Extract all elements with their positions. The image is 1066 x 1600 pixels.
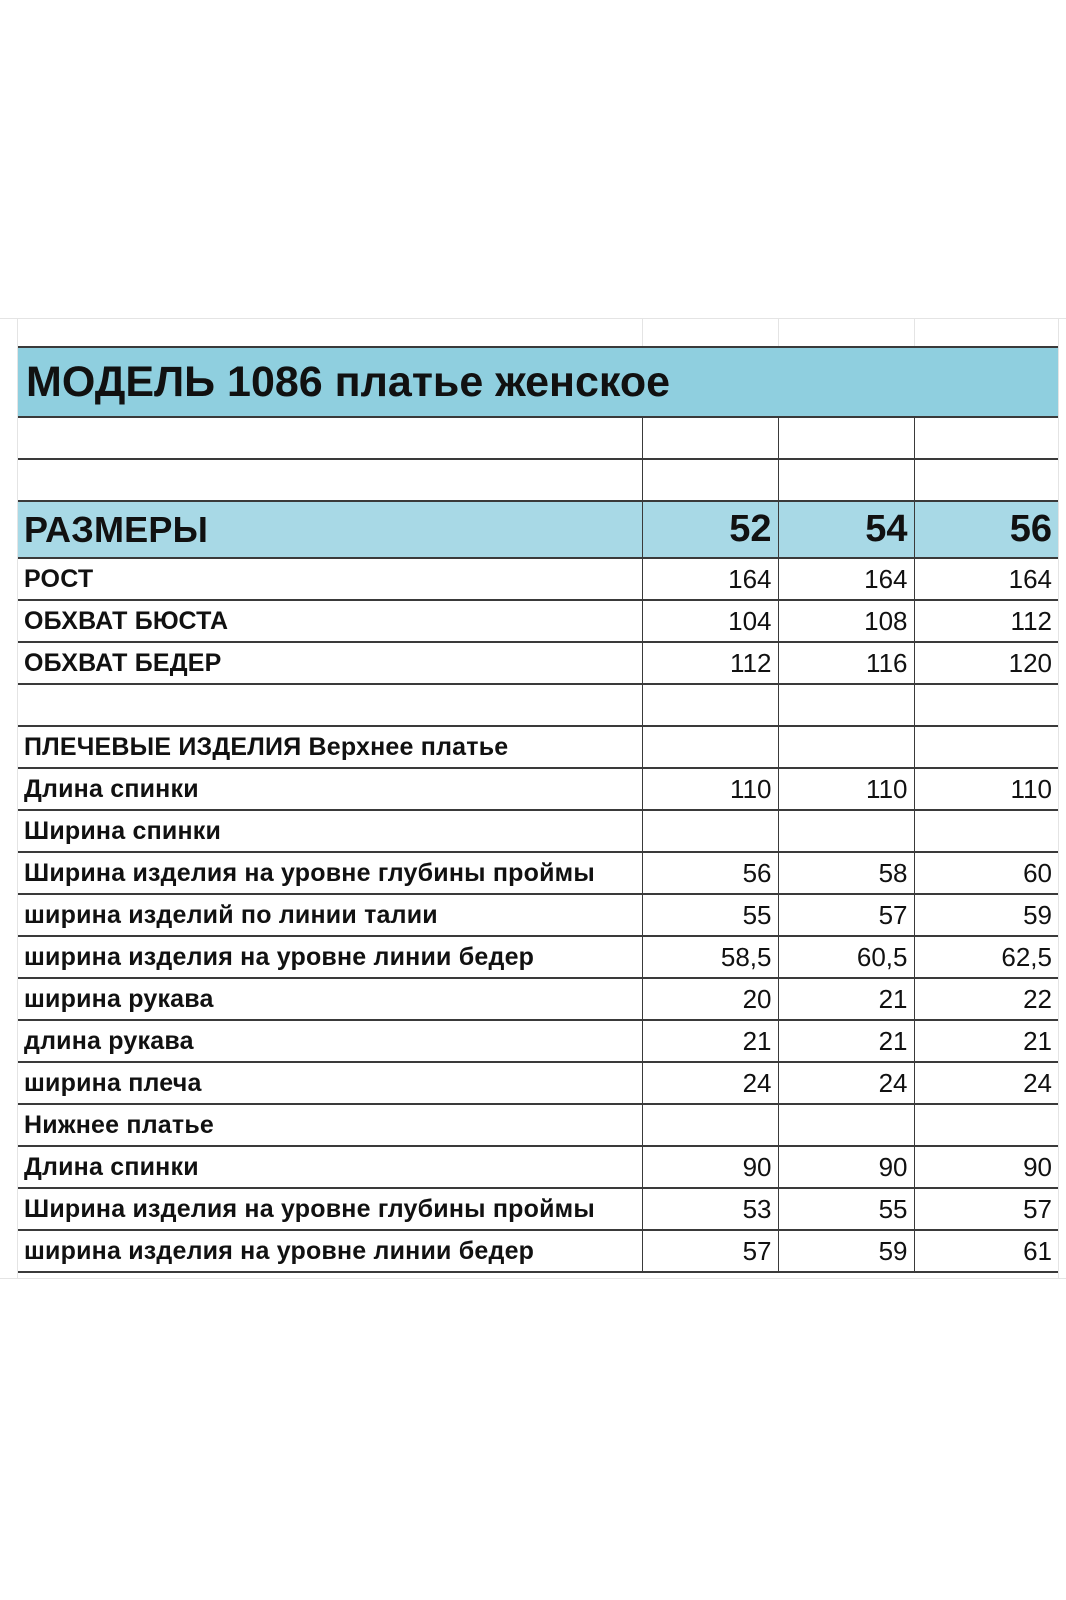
- measurement-value-size-52: 53: [642, 1188, 778, 1230]
- measurement-value-size-54: [778, 1104, 914, 1146]
- measurement-label: Нижнее платье: [18, 1104, 642, 1146]
- measurement-value-size-54: [778, 417, 914, 459]
- measurement-value-size-54: 164: [778, 558, 914, 600]
- measurement-label: Длина спинки: [18, 768, 642, 810]
- measurement-label: [18, 417, 642, 459]
- measurement-value-size-56: 57: [914, 1188, 1058, 1230]
- measurement-value-size-54: 55: [778, 1188, 914, 1230]
- measurement-row: [18, 1188, 1058, 1230]
- measurement-value-size-54: [778, 459, 914, 501]
- measurement-value-size-54: [778, 684, 914, 726]
- measurement-row: [18, 810, 1058, 852]
- measurement-label: ширина плеча: [18, 1062, 642, 1104]
- sizes-header-row: [18, 501, 1058, 558]
- measurement-label: ширина изделия на уровне линии бедер: [18, 936, 642, 978]
- measurement-label: длина рукава: [18, 1020, 642, 1062]
- measurement-value-size-54: 21: [778, 978, 914, 1020]
- measurement-label: Длина спинки: [18, 1146, 642, 1188]
- measurement-value-size-52: 20: [642, 978, 778, 1020]
- empty-row: [18, 459, 1058, 501]
- measurement-value-size-52: 164: [642, 558, 778, 600]
- sheet-gridline: [778, 318, 779, 346]
- measurement-row: [18, 1020, 1058, 1062]
- measurement-label: [18, 684, 642, 726]
- measurement-value-size-52: 55: [642, 894, 778, 936]
- title-row: [18, 347, 1058, 417]
- size-header-54: 54: [778, 501, 914, 558]
- measurement-row: [18, 726, 1058, 768]
- measurement-value-size-54: 59: [778, 1230, 914, 1272]
- measurement-value-size-56: 164: [914, 558, 1058, 600]
- measurement-value-size-52: [642, 417, 778, 459]
- measurement-label: Ширина изделия на уровне глубины проймы: [18, 1188, 642, 1230]
- measurement-value-size-54: 110: [778, 768, 914, 810]
- measurement-row: [18, 1062, 1058, 1104]
- measurement-value-size-52: 21: [642, 1020, 778, 1062]
- measurement-row: [18, 558, 1058, 600]
- size-chart-body: [18, 347, 1058, 1272]
- measurement-value-size-52: 110: [642, 768, 778, 810]
- measurement-value-size-56: 24: [914, 1062, 1058, 1104]
- measurement-value-size-54: 90: [778, 1146, 914, 1188]
- measurement-label: [18, 459, 642, 501]
- sheet-gridline: [1058, 318, 1059, 1278]
- measurement-value-size-56: [914, 1104, 1058, 1146]
- measurement-value-size-52: [642, 684, 778, 726]
- size-header-52: 52: [642, 501, 778, 558]
- measurement-row: [18, 1104, 1058, 1146]
- measurement-label: ПЛЕЧЕВЫЕ ИЗДЕЛИЯ Верхнее платье: [18, 726, 642, 768]
- measurement-value-size-52: [642, 1104, 778, 1146]
- sheet-gridline: [914, 318, 915, 346]
- measurement-label: ширина рукава: [18, 978, 642, 1020]
- measurement-row: [18, 852, 1058, 894]
- measurement-value-size-52: 104: [642, 600, 778, 642]
- measurement-row: [18, 1230, 1058, 1272]
- measurement-value-size-54: 57: [778, 894, 914, 936]
- measurement-value-size-54: 116: [778, 642, 914, 684]
- measurement-label: ОБХВАТ БЕДЕР: [18, 642, 642, 684]
- measurement-label: Ширина изделия на уровне глубины проймы: [18, 852, 642, 894]
- measurement-value-size-56: [914, 726, 1058, 768]
- sheet-gridline: [0, 318, 1066, 319]
- measurement-value-size-56: 112: [914, 600, 1058, 642]
- empty-row: [18, 417, 1058, 459]
- measurement-label: ОБХВАТ БЮСТА: [18, 600, 642, 642]
- measurement-value-size-54: [778, 726, 914, 768]
- measurement-value-size-56: 90: [914, 1146, 1058, 1188]
- measurement-value-size-52: 56: [642, 852, 778, 894]
- measurement-value-size-52: 24: [642, 1062, 778, 1104]
- measurement-value-size-54: 24: [778, 1062, 914, 1104]
- measurement-value-size-52: [642, 726, 778, 768]
- measurement-row: [18, 1146, 1058, 1188]
- measurement-row: [18, 642, 1058, 684]
- model-title: МОДЕЛЬ 1086 платье женское: [18, 347, 1058, 417]
- measurement-value-size-52: [642, 810, 778, 852]
- sheet-gridline: [0, 1278, 1066, 1279]
- measurement-row: [18, 936, 1058, 978]
- measurement-value-size-56: 59: [914, 894, 1058, 936]
- size-chart-table: [18, 346, 1058, 1273]
- measurement-value-size-56: [914, 810, 1058, 852]
- measurement-row: [18, 600, 1058, 642]
- measurement-label: ширина изделий по линии талии: [18, 894, 642, 936]
- size-header-56: 56: [914, 501, 1058, 558]
- measurement-row: [18, 768, 1058, 810]
- measurement-value-size-56: 62,5: [914, 936, 1058, 978]
- measurement-value-size-52: 90: [642, 1146, 778, 1188]
- measurement-value-size-54: 60,5: [778, 936, 914, 978]
- measurement-value-size-52: 112: [642, 642, 778, 684]
- measurement-value-size-52: 57: [642, 1230, 778, 1272]
- sizes-label: РАЗМЕРЫ: [18, 501, 642, 558]
- measurement-value-size-54: 58: [778, 852, 914, 894]
- measurement-label: Ширина спинки: [18, 810, 642, 852]
- measurement-value-size-54: 21: [778, 1020, 914, 1062]
- measurement-value-size-56: [914, 459, 1058, 501]
- measurement-value-size-54: 108: [778, 600, 914, 642]
- sheet-gridline: [642, 318, 643, 346]
- measurement-value-size-56: 120: [914, 642, 1058, 684]
- measurement-value-size-56: 110: [914, 768, 1058, 810]
- measurement-label: РОСТ: [18, 558, 642, 600]
- empty-row: [18, 684, 1058, 726]
- measurement-value-size-56: 22: [914, 978, 1058, 1020]
- measurement-value-size-54: [778, 810, 914, 852]
- measurement-value-size-56: 21: [914, 1020, 1058, 1062]
- measurement-value-size-56: [914, 417, 1058, 459]
- measurement-value-size-56: 60: [914, 852, 1058, 894]
- measurement-label: ширина изделия на уровне линии бедер: [18, 1230, 642, 1272]
- measurement-value-size-52: 58,5: [642, 936, 778, 978]
- measurement-row: [18, 978, 1058, 1020]
- measurement-value-size-56: [914, 684, 1058, 726]
- measurement-value-size-56: 61: [914, 1230, 1058, 1272]
- measurement-value-size-52: [642, 459, 778, 501]
- measurement-row: [18, 894, 1058, 936]
